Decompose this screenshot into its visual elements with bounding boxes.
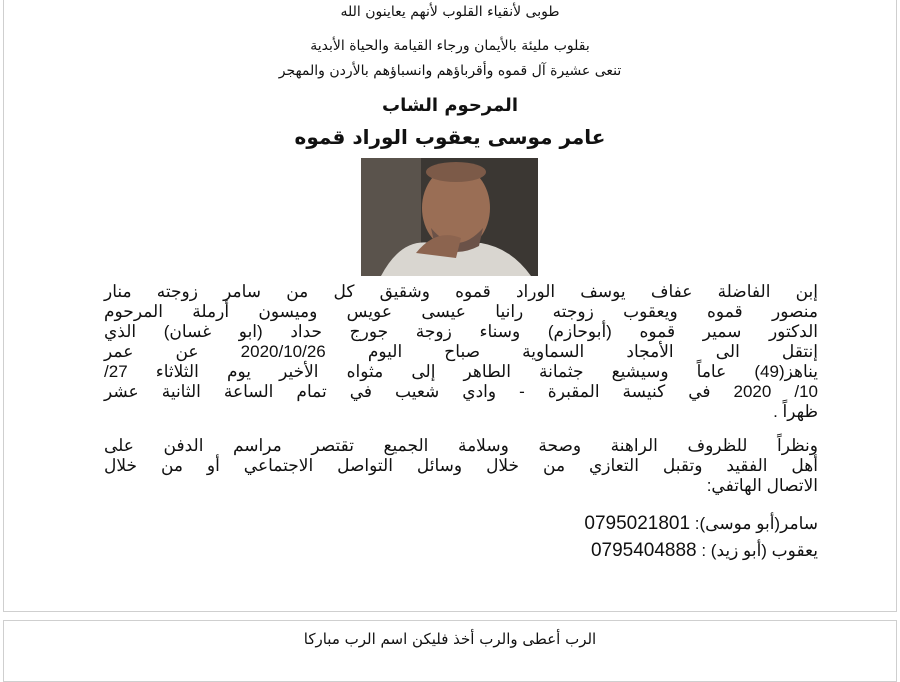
paragraph-line: ظهراً . xyxy=(773,402,818,421)
deceased-name: عامر موسى يعقوب الوراد قموه xyxy=(294,125,606,149)
obituary-paragraph xyxy=(104,282,818,422)
paragraph-line: ونظراً للظروف الراهنة وصحة وسلامة الجميع تقتصر مراسم الدفن على xyxy=(104,436,818,455)
deceased-photo xyxy=(361,158,538,276)
contact-phone[interactable]: 0795404888 xyxy=(590,540,697,561)
deceased-title: المرحوم الشاب xyxy=(381,95,518,116)
contact-label: يعقوب (أبو زيد) : xyxy=(701,541,818,560)
paragraph-line: أهل الفقيد وتقبل التعازي من خلال وسائل التواصل الاجتماعي أو من خلال xyxy=(104,456,818,475)
condolence-paragraph xyxy=(104,436,818,496)
paragraph-line: الاتصال الهاتفي: xyxy=(706,476,818,495)
contact-row xyxy=(104,537,818,564)
footer-verse: الرب أعطى والرب أخذ فليكن اسم الرب مباركا xyxy=(303,630,597,648)
paragraph-line: 10/ 2020 في كنيسة المقبرة - وادي شعيب في تمام الساعة الثانية عشر xyxy=(104,382,819,401)
paragraph-line: يناهز(49) عاماً وسيشيع جثمانة الطاهر إلى مثواه الأخير يوم الثلاثاء 27/ xyxy=(104,362,818,381)
contact-label: سامر(أبو موسى): xyxy=(694,514,818,533)
paragraph-line: منصور قموه ويعقوب زوجته رانيا عيسى عويس وميسون أرملة المرحوم xyxy=(104,302,818,321)
paragraph-line: الدكتور سمير قموه (أبوحازم) وسناء زوجة جورج حداد (ابو غسان) الذي xyxy=(104,322,818,341)
contact-list xyxy=(104,510,818,564)
header-line-faith: بقلوب مليئة بالأيمان ورجاء القيامة والحياة الأبدية xyxy=(310,38,590,54)
contact-phone[interactable]: 0795021801 xyxy=(584,513,691,534)
paragraph-line: إبن الفاضلة عفاف يوسف الوراد قموه وشقيق كل من سامر زوجته منار xyxy=(104,282,818,301)
paragraph-line: إنتقل الى الأمجاد السماوية صباح اليوم 2020/10/26 عن عمر xyxy=(104,342,818,361)
contact-row xyxy=(104,510,818,537)
header-verse: طوبى لأنقياء القلوب لأنهم يعاينون الله xyxy=(340,4,560,20)
header-line-announcement: تنعى عشيرة آل قموه وأقرباؤهم وانسباؤهم بالأردن والمهجر xyxy=(278,63,622,79)
